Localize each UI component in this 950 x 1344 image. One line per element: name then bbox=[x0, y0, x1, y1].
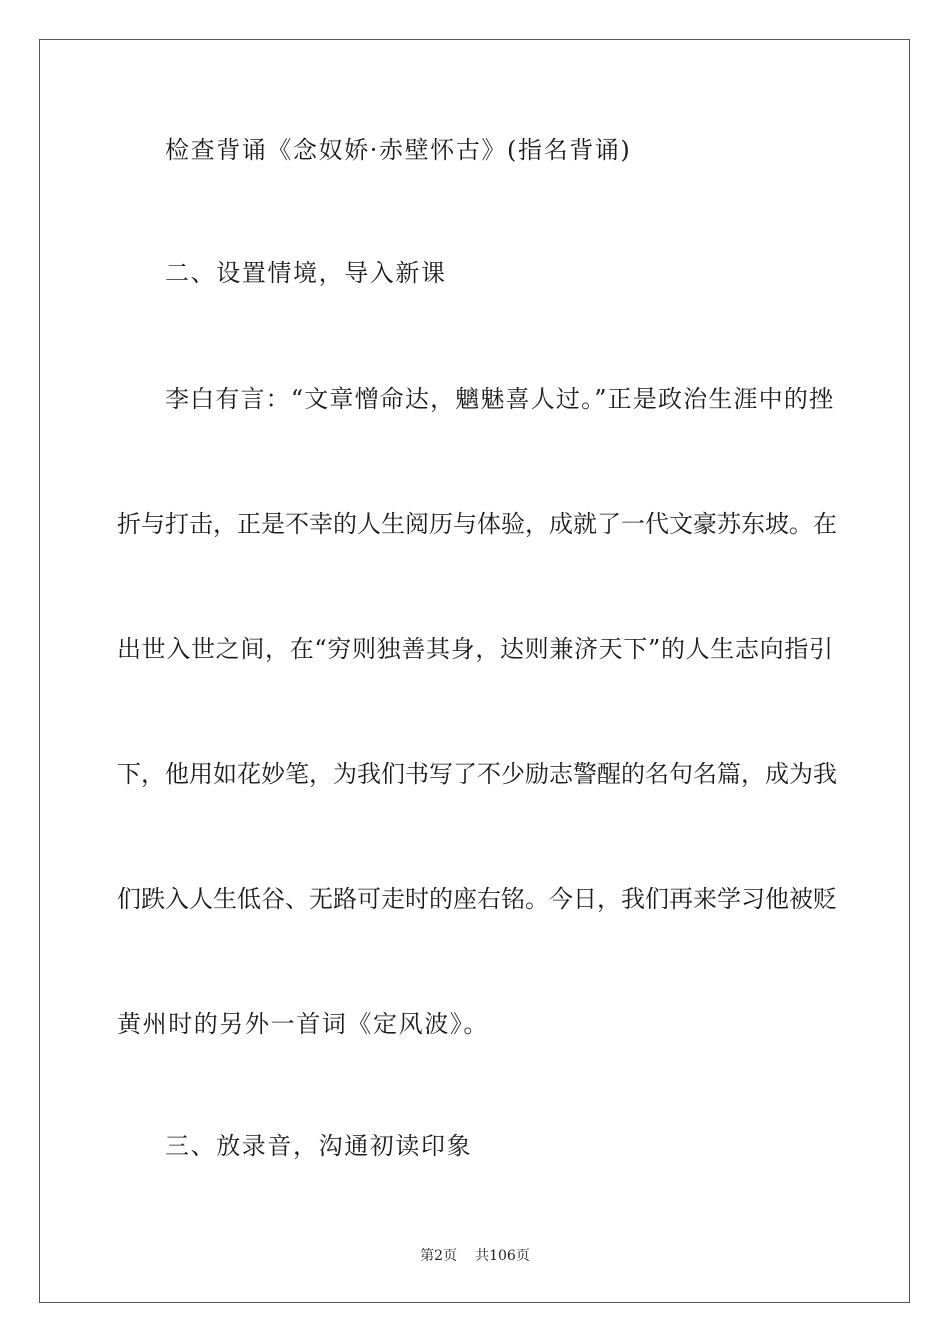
paragraph-line-5: 们跌入人生低谷、无路可走时的座右铭。今日，我们再来学习他被贬 bbox=[117, 885, 837, 913]
section-heading-3: 三、放录音，沟通初读印象 bbox=[165, 1132, 473, 1160]
paragraph-line-1: 李白有言：“文章憎命达，魑魅喜人过。”正是政治生涯中的挫 bbox=[165, 385, 833, 413]
paragraph-recitation-check: 检查背诵《念奴娇·赤壁怀古》(指名背诵) bbox=[165, 136, 632, 164]
paragraph-line-4: 下，他用如花妙笔，为我们书写了不少励志警醒的名句名篇，成为我 bbox=[117, 760, 837, 788]
paragraph-line-2: 折与打击，正是不幸的人生阅历与体验，成就了一代文豪苏东坡。在 bbox=[117, 510, 837, 538]
section-heading-2: 二、设置情境，导入新课 bbox=[165, 259, 447, 287]
page-border bbox=[39, 39, 910, 1303]
page-number: 第2页 bbox=[420, 1248, 458, 1264]
page-footer bbox=[0, 1247, 950, 1265]
page-total: 共106页 bbox=[475, 1248, 530, 1264]
paragraph-line-6: 黄州时的另外一首词《定风波》。 bbox=[117, 1010, 489, 1038]
paragraph-line-3: 出世入世之间，在“穷则独善其身，达则兼济天下”的人生志向指引 bbox=[117, 635, 833, 663]
